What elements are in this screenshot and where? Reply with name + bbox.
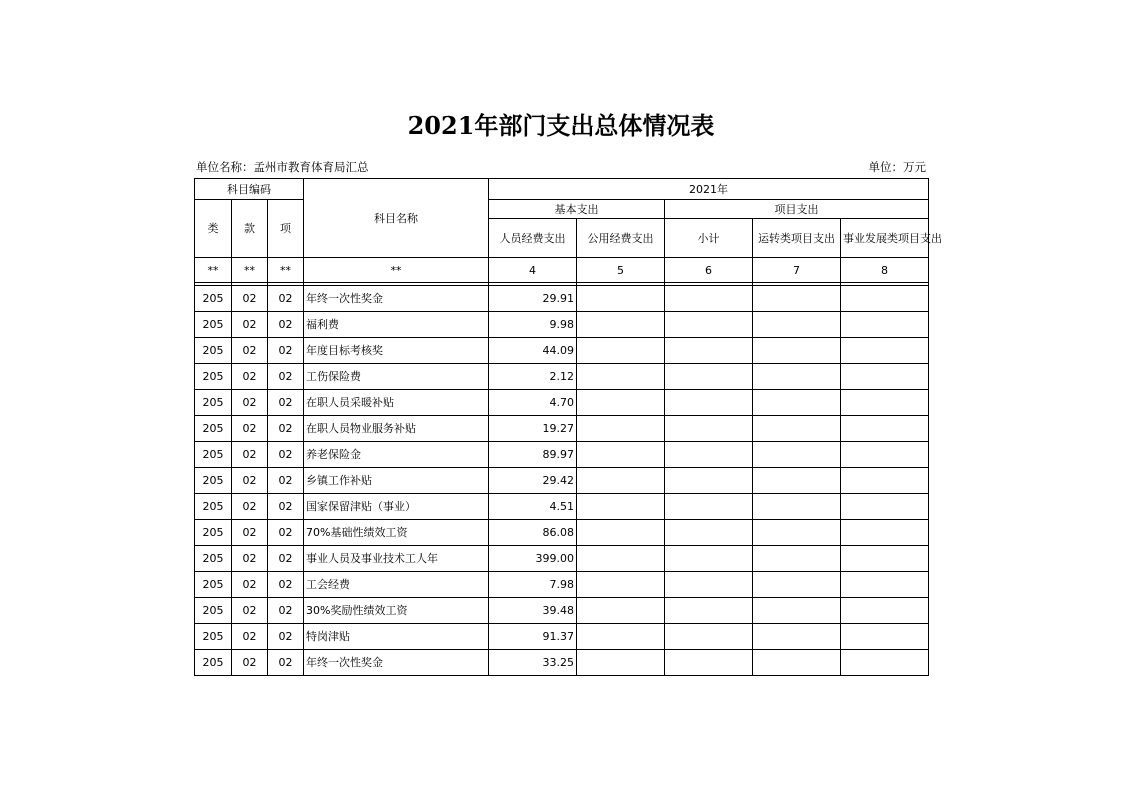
cell-personnel: 29.42	[489, 468, 577, 494]
cell-personnel: 33.25	[489, 650, 577, 676]
cell-kuan: 02	[232, 520, 268, 546]
cell-subtotal	[665, 520, 753, 546]
cell-development	[841, 598, 929, 624]
cell-personnel: 29.91	[489, 286, 577, 312]
cell-kuan: 02	[232, 494, 268, 520]
cell-kuan: 02	[232, 650, 268, 676]
cell-subject-name: 乡镇工作补贴	[304, 468, 489, 494]
cell-kuan: 02	[232, 442, 268, 468]
cell-lei: 205	[195, 520, 232, 546]
cell-xiang: 02	[268, 598, 304, 624]
cell-xiang: 02	[268, 442, 304, 468]
cell-xiang: 02	[268, 624, 304, 650]
cell-subject-name: 年终一次性奖金	[304, 286, 489, 312]
cell-development	[841, 494, 929, 520]
cell-transfer	[753, 598, 841, 624]
cell-development	[841, 338, 929, 364]
cell-transfer	[753, 520, 841, 546]
cell-kuan: 02	[232, 572, 268, 598]
table-row	[195, 624, 929, 650]
page-title: 2021年部门支出总体情况表	[407, 111, 715, 140]
cell-personnel: 4.51	[489, 494, 577, 520]
table-row	[195, 312, 929, 338]
cell-subtotal	[665, 416, 753, 442]
cell-development	[841, 416, 929, 442]
cell-development	[841, 650, 929, 676]
cell-transfer	[753, 572, 841, 598]
cell-public	[577, 650, 665, 676]
cell-xiang: 02	[268, 650, 304, 676]
cell-xiang: 02	[268, 312, 304, 338]
cell-public	[577, 312, 665, 338]
cell-transfer	[753, 364, 841, 390]
numbering-cell: **	[268, 258, 304, 283]
numbering-cell: 4	[489, 258, 577, 283]
cell-lei: 205	[195, 572, 232, 598]
cell-transfer	[753, 286, 841, 312]
cell-development	[841, 364, 929, 390]
cell-kuan: 02	[232, 364, 268, 390]
cell-xiang: 02	[268, 546, 304, 572]
cell-transfer	[753, 546, 841, 572]
cell-subject-name: 年度目标考核奖	[304, 338, 489, 364]
table-row	[195, 520, 929, 546]
cell-subtotal	[665, 468, 753, 494]
cell-lei: 205	[195, 468, 232, 494]
cell-lei: 205	[195, 546, 232, 572]
cell-xiang: 02	[268, 364, 304, 390]
cell-kuan: 02	[232, 338, 268, 364]
cell-subject-name: 70%基础性绩效工资	[304, 520, 489, 546]
cell-personnel: 39.48	[489, 598, 577, 624]
cell-kuan: 02	[232, 468, 268, 494]
cell-xiang: 02	[268, 494, 304, 520]
cell-lei: 205	[195, 390, 232, 416]
cell-personnel: 89.97	[489, 442, 577, 468]
header-transfer: 运转类项目支出	[753, 219, 841, 258]
header-development: 事业发展类项目支出	[841, 219, 929, 258]
cell-subject-name: 工伤保险费	[304, 364, 489, 390]
cell-transfer	[753, 338, 841, 364]
header-xiang: 项	[268, 200, 304, 258]
cell-personnel: 9.98	[489, 312, 577, 338]
cell-subject-name: 养老保险金	[304, 442, 489, 468]
cell-subtotal	[665, 572, 753, 598]
cell-personnel: 86.08	[489, 520, 577, 546]
cell-development	[841, 442, 929, 468]
cell-subtotal	[665, 286, 753, 312]
header-subject-name: 科目名称	[304, 179, 489, 258]
cell-personnel: 7.98	[489, 572, 577, 598]
expenditure-table	[194, 178, 943, 676]
cell-kuan: 02	[232, 546, 268, 572]
cell-development	[841, 390, 929, 416]
cell-development	[841, 546, 929, 572]
cell-subtotal	[665, 624, 753, 650]
cell-public	[577, 546, 665, 572]
cell-xiang: 02	[268, 390, 304, 416]
cell-development	[841, 468, 929, 494]
cell-lei: 205	[195, 598, 232, 624]
cell-kuan: 02	[232, 598, 268, 624]
header-kuan: 款	[232, 200, 268, 258]
cell-kuan: 02	[232, 286, 268, 312]
cell-public	[577, 572, 665, 598]
cell-public	[577, 624, 665, 650]
cell-xiang: 02	[268, 520, 304, 546]
cell-kuan: 02	[232, 312, 268, 338]
cell-subject-name: 30%奖励性绩效工资	[304, 598, 489, 624]
table-row	[195, 364, 929, 390]
header-basic: 基本支出	[489, 200, 665, 219]
cell-public	[577, 390, 665, 416]
table-row	[195, 546, 929, 572]
cell-transfer	[753, 468, 841, 494]
cell-lei: 205	[195, 416, 232, 442]
table-row	[195, 468, 929, 494]
numbering-cell: **	[304, 258, 489, 283]
numbering-cell: **	[195, 258, 232, 283]
cell-subtotal	[665, 494, 753, 520]
header-year: 2021年	[489, 179, 929, 200]
cell-lei: 205	[195, 624, 232, 650]
table-row	[195, 442, 929, 468]
header-personnel: 人员经费支出	[489, 219, 577, 258]
numbering-cell: 8	[841, 258, 929, 283]
cell-personnel: 399.00	[489, 546, 577, 572]
cell-xiang: 02	[268, 468, 304, 494]
cell-lei: 205	[195, 338, 232, 364]
header-public: 公用经费支出	[577, 219, 665, 258]
cell-development	[841, 572, 929, 598]
cell-public	[577, 442, 665, 468]
cell-lei: 205	[195, 364, 232, 390]
table-row	[195, 390, 929, 416]
cell-development	[841, 520, 929, 546]
table-row	[195, 494, 929, 520]
cell-public	[577, 520, 665, 546]
cell-transfer	[753, 416, 841, 442]
cell-personnel: 44.09	[489, 338, 577, 364]
cell-subtotal	[665, 364, 753, 390]
cell-public	[577, 364, 665, 390]
cell-subtotal	[665, 598, 753, 624]
cell-personnel: 19.27	[489, 416, 577, 442]
table-row	[195, 286, 929, 312]
cell-subject-name: 在职人员采暖补贴	[304, 390, 489, 416]
cell-subtotal	[665, 650, 753, 676]
cell-lei: 205	[195, 286, 232, 312]
cell-transfer	[753, 442, 841, 468]
numbering-cell: 6	[665, 258, 753, 283]
cell-subject-name: 事业人员及事业技术工人年	[304, 546, 489, 572]
cell-xiang: 02	[268, 338, 304, 364]
cell-public	[577, 416, 665, 442]
cell-development	[841, 624, 929, 650]
numbering-cell: 7	[753, 258, 841, 283]
cell-subtotal	[665, 312, 753, 338]
numbering-cell: 5	[577, 258, 665, 283]
unit-name-label: 单位名称：孟州市教育体育局汇总	[196, 160, 369, 174]
cell-development	[841, 286, 929, 312]
table-row	[195, 416, 929, 442]
cell-transfer	[753, 624, 841, 650]
table-row	[195, 598, 929, 624]
cell-public	[577, 338, 665, 364]
cell-transfer	[753, 650, 841, 676]
cell-transfer	[753, 494, 841, 520]
numbering-cell: **	[232, 258, 268, 283]
cell-transfer	[753, 390, 841, 416]
cell-subject-name: 国家保留津贴（事业）	[304, 494, 489, 520]
cell-subject-name: 工会经费	[304, 572, 489, 598]
cell-personnel: 91.37	[489, 624, 577, 650]
cell-lei: 205	[195, 442, 232, 468]
table-row	[195, 338, 929, 364]
header-code-group: 科目编码	[195, 179, 304, 200]
cell-subject-name: 在职人员物业服务补贴	[304, 416, 489, 442]
cell-xiang: 02	[268, 572, 304, 598]
header-project: 项目支出	[665, 200, 929, 219]
cell-xiang: 02	[268, 286, 304, 312]
cell-public	[577, 494, 665, 520]
cell-xiang: 02	[268, 416, 304, 442]
cell-personnel: 2.12	[489, 364, 577, 390]
cell-subtotal	[665, 390, 753, 416]
cell-development	[841, 312, 929, 338]
cell-lei: 205	[195, 312, 232, 338]
cell-subtotal	[665, 546, 753, 572]
table-row	[195, 650, 929, 676]
cell-lei: 205	[195, 494, 232, 520]
header-subtotal: 小计	[665, 219, 753, 258]
cell-kuan: 02	[232, 390, 268, 416]
cell-public	[577, 468, 665, 494]
cell-subject-name: 福利费	[304, 312, 489, 338]
cell-kuan: 02	[232, 416, 268, 442]
cell-lei: 205	[195, 650, 232, 676]
cell-personnel: 4.70	[489, 390, 577, 416]
cell-public	[577, 286, 665, 312]
cell-subtotal	[665, 442, 753, 468]
cell-subject-name: 特岗津贴	[304, 624, 489, 650]
currency-unit-label: 单位：万元	[868, 160, 926, 174]
table-row	[195, 572, 929, 598]
cell-transfer	[753, 312, 841, 338]
cell-subtotal	[665, 338, 753, 364]
cell-kuan: 02	[232, 624, 268, 650]
cell-subject-name: 年终一次性奖金	[304, 650, 489, 676]
cell-public	[577, 598, 665, 624]
header-lei: 类	[195, 200, 232, 258]
